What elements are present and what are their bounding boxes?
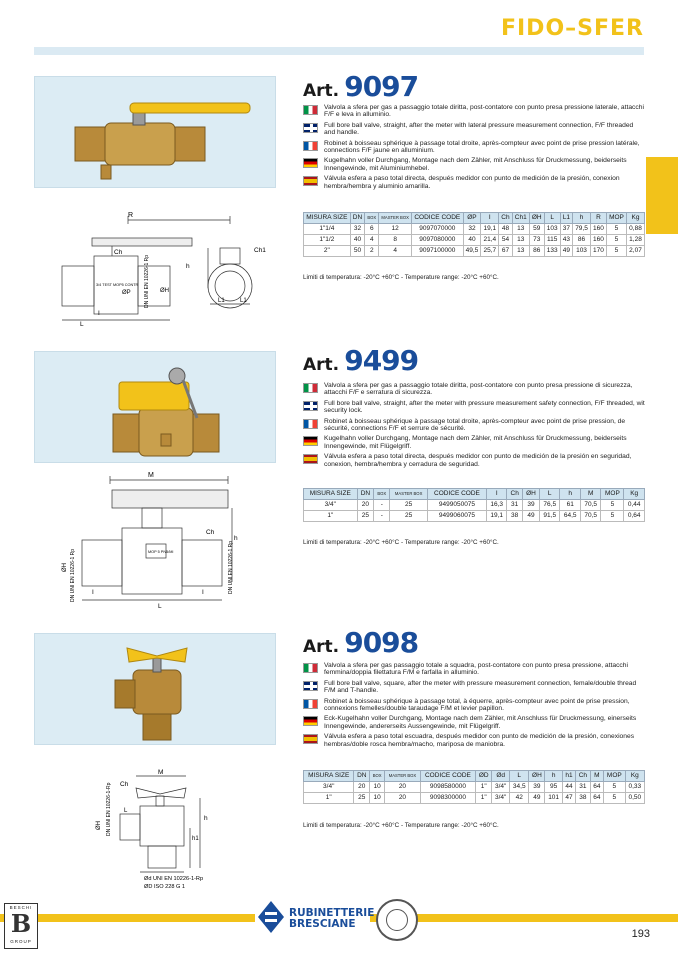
germany-flag-icon (303, 716, 318, 726)
table-cell: 2,07 (627, 245, 645, 256)
uk-flag-icon (303, 401, 318, 411)
table-cell: 101 (545, 792, 562, 803)
page-number: 193 (631, 928, 650, 940)
spec-table-9499 (303, 488, 645, 522)
table-cell: 1" (304, 510, 358, 521)
table-cell: 21,4 (481, 234, 499, 245)
descriptions-9499 (303, 382, 645, 471)
table-cell: 160 (590, 234, 606, 245)
table-cell: 91,5 (540, 510, 560, 521)
desc-de: Kugelhahn voller Durchgang, Montage nach dem Zähler, mit Anschluss für Druckmessung, beiderseits Innengewinde, mit Flügelgriff. (303, 435, 645, 450)
art-number: 9098 (344, 626, 419, 659)
table-cell: 86 (529, 245, 544, 256)
column-header: BOX (374, 489, 390, 500)
table-cell: 9097080000 (412, 234, 463, 245)
column-header: ØH (529, 771, 545, 782)
column-header: MOP (604, 771, 626, 782)
table-cell: 32 (463, 223, 481, 234)
desc-it: Valvola a sfera per gas a passaggio totale diritta, post-contatore con punto presa pressione laterale, attacchi F/F e leva in alluminio. (303, 104, 645, 119)
uk-flag-icon (303, 681, 318, 691)
table-cell: 38 (507, 510, 522, 521)
table-cell: 12 (379, 223, 412, 234)
table-cell: 50 (350, 245, 365, 256)
france-flag-icon (303, 699, 318, 709)
column-header: ØH (529, 213, 544, 224)
italy-flag-icon (303, 663, 318, 673)
dim-oh: ØH (96, 821, 102, 830)
table-cell: 20 (385, 792, 420, 803)
certification-seal-icon (376, 899, 418, 941)
column-header: DN (357, 489, 374, 500)
column-header: DN (354, 771, 370, 782)
column-header: R (590, 213, 606, 224)
ball-valve-lock-image (35, 352, 275, 462)
table-cell: 4 (365, 234, 379, 245)
column-header: Kg (625, 771, 644, 782)
table-cell: 54 (499, 234, 512, 245)
art-label: Art. (303, 355, 340, 375)
table-cell: 40 (350, 234, 365, 245)
table-cell: 0,88 (627, 223, 645, 234)
table-cell: 5 (601, 499, 624, 510)
table-cell: 115 (544, 234, 560, 245)
technical-drawing-9098 (90, 768, 240, 890)
table-cell: 9098580000 (420, 781, 476, 792)
table-cell: 61 (560, 499, 580, 510)
table-cell: 5 (606, 223, 626, 234)
brand-title: FIDO–SFER (500, 16, 644, 41)
column-header: Ch (576, 771, 591, 782)
column-header: h (545, 771, 562, 782)
angle-valve-image (35, 634, 275, 744)
art-heading-9098 (303, 626, 418, 659)
table-cell: 13 (512, 223, 529, 234)
dim-op: ØP (122, 290, 131, 296)
table-cell: 103 (544, 223, 560, 234)
product-photo-9097 (34, 76, 276, 188)
rubinetterie-bresciane-logo: RUBINETTERIE BRESCIANE (255, 898, 370, 938)
ball-valve-lever-image (35, 77, 275, 187)
table-cell: 0,50 (625, 792, 644, 803)
table-cell: 133 (544, 245, 560, 256)
dim-std: DN UNI EN 10226-1 Rp (144, 254, 150, 308)
dim-std: DN UNI EN 10226-1 Rp (70, 548, 76, 602)
table-cell: 32 (350, 223, 365, 234)
table-cell: 64 (590, 792, 603, 803)
table-cell: 44 (562, 781, 575, 792)
desc-es: Válvula esfera a paso total escuadra, después medidor con punto de medición de la presión, conexiones hembras/doble rosca hembra/macho, mariposa de maniobra. (303, 733, 645, 748)
table-cell: 1" (304, 792, 354, 803)
germany-flag-icon (303, 158, 318, 168)
dim-i2: I (202, 589, 204, 596)
table-cell: 48 (499, 223, 512, 234)
table-cell: 9499050075 (427, 499, 486, 510)
table-cell: 19,1 (486, 510, 506, 521)
column-header: CODICE CODE (412, 213, 463, 224)
art-heading-9097 (303, 70, 418, 103)
column-header: CODICE CODE (420, 771, 476, 782)
descriptions-9098 (303, 662, 645, 751)
table-cell: 1,28 (627, 234, 645, 245)
table-cell: 5 (606, 234, 626, 245)
desc-fr: Robinet à boisseau sphérique à passage total droite, après-compteur avec point de prise pression latérale, connections F/F jaune en alluminium. (303, 140, 645, 155)
dim-ch1: Ch1 (254, 247, 266, 254)
body-marking: MOP 5 PN5/MI (148, 550, 174, 554)
column-header: Kg (624, 489, 645, 500)
dim-ch: Ch (114, 249, 123, 256)
table-cell: 9097100000 (412, 245, 463, 256)
table-cell: 59 (529, 223, 544, 234)
table-cell: 16,3 (486, 499, 506, 510)
column-header: CODICE CODE (427, 489, 486, 500)
dim-l: L (158, 603, 162, 610)
table-cell: 9097070000 (412, 223, 463, 234)
dim-l1b: L1 (240, 298, 247, 304)
table-cell: 1"1/2 (304, 234, 351, 245)
table-cell: 34,5 (510, 781, 529, 792)
table-cell: 25 (390, 499, 428, 510)
table-cell: 5 (604, 781, 626, 792)
column-header: MOP (601, 489, 624, 500)
section-tab (646, 157, 678, 234)
table-cell: 43 (560, 234, 572, 245)
column-header: Ch1 (512, 213, 529, 224)
dim-r: R (128, 212, 134, 219)
column-header: h (573, 213, 591, 224)
column-header: I (486, 489, 506, 500)
desc-fr: Robinet à boisseau sphérique à passage total, à équerre, après-compteur avec point de prise pression, connexions femelles/double taraudage F/M et levier papillon. (303, 698, 645, 713)
column-header: I (481, 213, 499, 224)
column-header: h (560, 489, 580, 500)
table-cell: 20 (385, 781, 420, 792)
table-cell: - (374, 499, 390, 510)
temperature-limits-9098: Limiti di temperatura: -20°C +60°C - Temperature range: -20°C +60°C. (303, 822, 499, 829)
desc-uk: Full bore ball valve, square, after the meter with pressure measurement connection, female/double thread F/M and T-handle. (303, 680, 645, 695)
spec-table-9097 (303, 212, 645, 257)
table-cell: 49 (529, 792, 545, 803)
table-cell: 95 (545, 781, 562, 792)
table-cell: 25 (357, 510, 374, 521)
spec-table-9098 (303, 770, 645, 804)
dim-h: h (234, 535, 238, 542)
descriptions-9097 (303, 104, 645, 193)
column-header: BOX (365, 213, 379, 224)
art-number: 9097 (344, 70, 419, 103)
table-cell: 79,5 (573, 223, 591, 234)
column-header: L (544, 213, 560, 224)
art-label: Art. (303, 637, 340, 657)
table-cell: 170 (590, 245, 606, 256)
desc-uk: Full bore ball valve, straight, after the meter with pressure measurement safety connection, F/F threaded, wit security lock. (303, 400, 645, 415)
table-cell: 70,5 (580, 499, 600, 510)
table-cell: 10 (370, 781, 385, 792)
table-cell: 1" (476, 781, 492, 792)
table-cell: 160 (590, 223, 606, 234)
column-header: Ch (499, 213, 512, 224)
spain-flag-icon (303, 454, 318, 464)
spain-flag-icon (303, 176, 318, 186)
table-cell: 8 (379, 234, 412, 245)
desc-de: Eck-Kugelhahn voller Durchgang, Montage nach dem Zähler, mit Anschluss für Druckmessung, einerseits Innengewinde, andererseits Aussengewinde, mit Flügelgriff. (303, 715, 645, 730)
dim-h: h (204, 815, 208, 822)
art-heading-9499 (303, 344, 418, 377)
table-row (304, 781, 645, 792)
dim-i: I (92, 589, 94, 596)
spain-flag-icon (303, 734, 318, 744)
desc-uk: Full bore ball valve, straight, after the meter with lateral pressure measurement connection, F/F threaded and handle. (303, 122, 645, 137)
dim-std: DN UNI EN 10226-1-Rp (106, 782, 112, 836)
table-cell: 3/4" (304, 499, 358, 510)
table-cell: 70,5 (580, 510, 600, 521)
table-row (304, 234, 645, 245)
column-header: Kg (627, 213, 645, 224)
table-cell: 13 (512, 245, 529, 256)
table-cell: 5 (604, 792, 626, 803)
table-cell: 64,5 (560, 510, 580, 521)
table-cell: 1"1/4 (304, 223, 351, 234)
desc-fr: Robinet à boisseau sphérique à passage total droite, après-compteur avec point de prise pression, de sécurité, connections F/F et serrure de sécurité. (303, 418, 645, 433)
technical-drawing-9499 (52, 470, 252, 610)
table-cell: 13 (512, 234, 529, 245)
temperature-limits-9097: Limiti di temperatura: -20°C +60°C - Temperature range: -20°C +60°C. (303, 274, 499, 281)
table-cell: 5 (606, 245, 626, 256)
temperature-limits-9499: Limiti di temperatura: -20°C +60°C - Temperature range: -20°C +60°C. (303, 539, 499, 546)
column-header: MOP (606, 213, 626, 224)
column-header: h1 (562, 771, 575, 782)
table-cell: 4 (379, 245, 412, 256)
desc-de: Kugelhahn voller Durchgang, Montage nach dem Zähler, mit Anschluss für Druckmessung, beiderseits Innengewinde, mit Aluminiumhebel. (303, 157, 645, 172)
dim-ch: Ch (206, 529, 215, 536)
table-cell: 76,5 (540, 499, 560, 510)
technical-drawing-9097 (40, 208, 285, 328)
beschi-group-logo: BESCHI B GROUP (4, 903, 38, 949)
table-cell: 39 (529, 781, 545, 792)
column-header: MISURA SIZE (304, 489, 358, 500)
table-cell: 49 (560, 245, 572, 256)
dim-oh: ØH (160, 288, 169, 294)
table-cell: 3/4" (492, 781, 510, 792)
table-cell: 1" (476, 792, 492, 803)
table-cell: 20 (354, 781, 370, 792)
column-header: ØD (476, 771, 492, 782)
body-marking: 3/4 TEST MOP5 CONTR (96, 283, 139, 287)
table-cell: 25 (390, 510, 428, 521)
italy-flag-icon (303, 105, 318, 115)
table-cell: 25,7 (481, 245, 499, 256)
dim-l: L (124, 808, 128, 814)
table-cell: 47 (562, 792, 575, 803)
desc-it: Valvola a sfera per gas a passaggio totale diritta, post-contatore con punto presa pressione di sicurezza, attacchi F/F e serratura di sicurezza. (303, 382, 645, 397)
column-header: MASTER BOX (390, 489, 428, 500)
column-header: M (580, 489, 600, 500)
table-cell: 0,64 (624, 510, 645, 521)
table-cell: 0,44 (624, 499, 645, 510)
table-cell: 49 (522, 510, 539, 521)
table-row (304, 245, 645, 256)
column-header: M (590, 771, 603, 782)
dim-i: I (98, 310, 100, 317)
desc-es: Válvula esfera a paso total directa, después medidor con punto de medición de la presión en seguridad, conexion, hembra/hembra y cerradura de seguridad. (303, 453, 645, 468)
table-cell: 5 (601, 510, 624, 521)
table-cell: 20 (357, 499, 374, 510)
table-cell: 40 (463, 234, 481, 245)
column-header: ØP (463, 213, 481, 224)
table-cell: 67 (499, 245, 512, 256)
column-header: MASTER BOX (379, 213, 412, 224)
table-row (304, 510, 645, 521)
dim-l1: L1 (218, 298, 225, 304)
table-cell: 3/4" (304, 781, 354, 792)
table-row (304, 792, 645, 803)
column-header: L1 (560, 213, 572, 224)
dim-h: h (186, 263, 190, 270)
germany-flag-icon (303, 436, 318, 446)
product-photo-9098 (34, 633, 276, 745)
column-header: L (540, 489, 560, 500)
table-cell: 38 (576, 792, 591, 803)
desc-it: Valvola a sfera per gas passaggio totale a squadra, post-contatore con punto presa pressione, attacchi femmina/doppia filettatura F/M e farfalla in alluminio. (303, 662, 645, 677)
dim-oh: ØH (62, 563, 68, 572)
desc-es: Válvula esfera a paso total directa, después medidor con punto de medición de la presión, conexion hembra/hembra y aluminio amarilla. (303, 175, 645, 190)
company-mark-icon (257, 900, 285, 934)
uk-flag-icon (303, 123, 318, 133)
france-flag-icon (303, 141, 318, 151)
column-header: MISURA SIZE (304, 213, 351, 224)
table-cell: 9098300000 (420, 792, 476, 803)
column-header: L (510, 771, 529, 782)
table-cell: 6 (365, 223, 379, 234)
table-cell: 64 (590, 781, 603, 792)
column-header: Ød (492, 771, 510, 782)
table-cell: 39 (522, 499, 539, 510)
art-number: 9499 (344, 344, 419, 377)
table-row (304, 223, 645, 234)
table-cell: 2" (304, 245, 351, 256)
table-cell: 103 (573, 245, 591, 256)
dim-h1: h1 (192, 836, 199, 842)
header-rule (34, 47, 644, 55)
table-cell: 42 (510, 792, 529, 803)
table-cell: 9499060075 (427, 510, 486, 521)
france-flag-icon (303, 419, 318, 429)
column-header: MASTER BOX (385, 771, 420, 782)
table-cell: 31 (576, 781, 591, 792)
italy-flag-icon (303, 383, 318, 393)
dim-ch: Ch (120, 781, 129, 788)
column-header: DN (350, 213, 365, 224)
column-header: MISURA SIZE (304, 771, 354, 782)
dim-l: L (80, 321, 84, 328)
table-cell: 31 (507, 499, 522, 510)
table-row (304, 499, 645, 510)
column-header: Ch (507, 489, 522, 500)
dim-std2: DN UNI EN 10226-1 Rp (228, 540, 234, 594)
table-cell: - (374, 510, 390, 521)
table-cell: 2 (365, 245, 379, 256)
dim-m: M (148, 472, 154, 479)
table-cell: 73 (529, 234, 544, 245)
table-cell: 86 (573, 234, 591, 245)
table-cell: 37 (560, 223, 572, 234)
dim-od-small: Ød UNI EN 10226-1-Rp (144, 876, 204, 882)
dim-m: M (158, 769, 164, 776)
column-header: ØH (522, 489, 539, 500)
table-cell: 25 (354, 792, 370, 803)
table-cell: 49,5 (463, 245, 481, 256)
art-label: Art. (303, 81, 340, 101)
product-photo-9499 (34, 351, 276, 463)
table-cell: 3/4" (492, 792, 510, 803)
table-cell: 19,1 (481, 223, 499, 234)
table-cell: 10 (370, 792, 385, 803)
column-header: BOX (370, 771, 385, 782)
table-cell: 0,33 (625, 781, 644, 792)
dim-od-large: ØD ISO 228 G 1 (144, 884, 186, 890)
